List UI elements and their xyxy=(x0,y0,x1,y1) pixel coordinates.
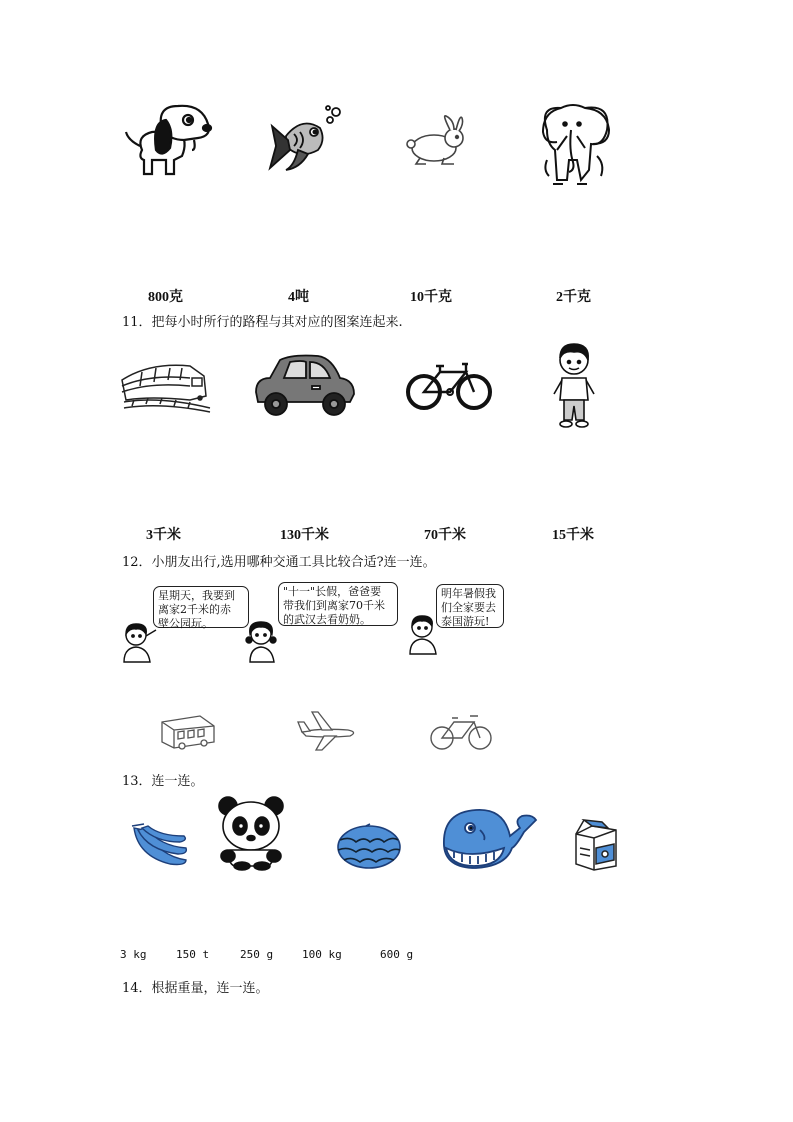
panda-icon xyxy=(216,796,286,870)
train-icon xyxy=(120,356,212,412)
distance-label-1: 3千米 xyxy=(146,528,181,543)
weight-option-2: 150 t xyxy=(176,948,210,961)
weight-option-5: 600 g xyxy=(380,948,414,961)
rabbit-icon xyxy=(404,114,468,166)
bubble-2-line-1: "十一"长假，爸爸要 xyxy=(283,585,382,598)
question-14: 14．根据重量，连一连。 xyxy=(122,981,269,996)
distance-label-2: 130千米 xyxy=(280,528,329,543)
weight-option-3: 250 g xyxy=(240,948,274,961)
milk-carton-icon xyxy=(572,818,622,872)
bubble-2-line-2: 带我们到离家70千米 xyxy=(283,599,385,612)
weight-label-4: 2千克 xyxy=(556,290,591,305)
weight-label-1: 800克 xyxy=(148,290,183,305)
weight-label-2: 4吨 xyxy=(288,290,309,305)
distance-label-4: 15千米 xyxy=(552,528,594,543)
boy-icon xyxy=(550,342,598,430)
weight-option-4: 100 kg xyxy=(302,948,342,961)
car-icon xyxy=(252,352,356,418)
bubble-1-line-3: 壁公园玩。 xyxy=(158,617,213,630)
bubble-1-line-1: 星期天，我要到 xyxy=(158,589,235,602)
child-3-icon xyxy=(406,614,440,654)
child-2-icon xyxy=(244,620,278,662)
speech-bubble-1 xyxy=(153,586,249,628)
speech-bubble-3 xyxy=(436,584,504,628)
airplane-icon xyxy=(298,710,358,750)
dog-icon xyxy=(122,100,214,180)
bus-icon xyxy=(160,714,216,750)
banana-icon xyxy=(130,822,190,870)
watermelon-icon xyxy=(336,824,402,870)
goldfish-icon xyxy=(268,106,344,176)
bubble-3-line-1: 明年暑假我 xyxy=(441,587,496,600)
speech-bubble-2 xyxy=(278,582,398,626)
question-13: 13．连一连。 xyxy=(122,774,204,789)
distance-label-3: 70千米 xyxy=(424,528,466,543)
weight-label-3: 10千克 xyxy=(410,290,452,305)
question-11: 11．把每小时所行的路程与其对应的图案连起来. xyxy=(122,315,403,330)
bicycle-icon xyxy=(406,356,492,412)
bubble-2-line-3: 的武汉去看奶奶。 xyxy=(283,613,371,626)
bubble-3-line-3: 泰国游玩! xyxy=(441,615,490,628)
whale-icon xyxy=(440,806,538,872)
child-1-icon xyxy=(120,622,154,662)
elephant-icon xyxy=(533,100,619,186)
bubble-1-line-2: 离家2千米的赤 xyxy=(158,603,231,616)
bubble-3-line-2: 们全家要去 xyxy=(441,601,496,614)
weight-option-1: 3 kg xyxy=(120,948,147,961)
question-12: 12．小朋友出行,选用哪种交通工具比较合适?连一连。 xyxy=(122,555,436,570)
small-bicycle-icon xyxy=(430,712,492,750)
